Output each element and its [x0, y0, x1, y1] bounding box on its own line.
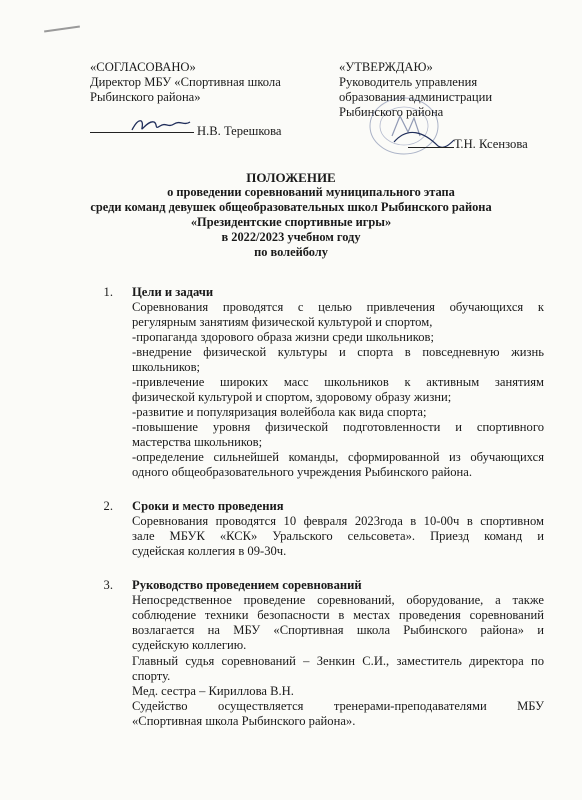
title-line-5: по волейболу: [254, 245, 328, 259]
title-line-3: «Президентские спортивные игры»: [190, 215, 392, 229]
section-3-line-4: судейскую коллегию.: [132, 638, 247, 652]
right-position-line-2: образования администрации: [339, 90, 493, 104]
section-1-line-9: -повышение уровня физической подготовленности и спортивного: [132, 420, 544, 434]
section-1-heading: Цели и задачи: [132, 285, 214, 299]
official-stamp: [364, 96, 456, 162]
section-2-line-1: Соревнования проводятся 10 февраля 2023года в 10-00ч в спортивном: [132, 514, 544, 528]
section-3-line-9: «Спортивная школа Рыбинского района».: [132, 714, 356, 728]
left-signer-name: Н.В. Терешкова: [197, 124, 282, 138]
section-3-number: 3.: [103, 578, 113, 592]
section-3-heading: Руководство проведением соревнований: [132, 578, 362, 592]
section-2-line-3: судейская коллегия в 09-30ч.: [132, 544, 287, 558]
section-3-line-5: Главный судья соревнований – Зенкин С.И., заместитель директора по: [132, 654, 544, 668]
section-2-heading: Сроки и место проведения: [132, 499, 284, 513]
section-1-line-5: школьников;: [132, 360, 201, 374]
section-3-line-1: Непосредственное проведение соревнований, оборудование, а также: [132, 593, 544, 607]
section-3-line-3: возлагается на МБУ «Спортивная школа Рыбинского района» и: [132, 623, 544, 637]
left-position-line-2: Рыбинского района»: [90, 90, 201, 104]
left-handwritten-signature: [128, 114, 194, 136]
section-1-line-4: -внедрение физической культуры и спорта в повседневную жизнь: [132, 345, 544, 359]
section-3-line-6: спорту.: [132, 669, 171, 683]
right-position-line-1: Руководитель управления: [339, 75, 478, 89]
section-2-line-2: зале МБУК «КСК» Уральского сельсовета». Приезд команд и: [132, 529, 544, 543]
section-1-line-10: мастерства школьников;: [132, 435, 263, 449]
section-2-number: 2.: [103, 499, 113, 513]
section-3-line-2: соблюдение техники безопасности в местах проведения соревнований: [132, 608, 544, 622]
agreed-label: «СОГЛАСОВАНО»: [90, 60, 196, 74]
section-1-line-7: физической культурой и спортом, здоровому образу жизни;: [132, 390, 452, 404]
section-1-line-8: -развитие и популяризация волейбола как вида спорта;: [132, 405, 427, 419]
right-signer-name: Т.Н. Ксензова: [454, 137, 528, 151]
section-1-number: 1.: [103, 285, 113, 299]
title-line-4: в 2022/2023 учебном году: [221, 230, 361, 244]
approved-label: «УТВЕРЖДАЮ»: [339, 60, 433, 74]
document-heading: ПОЛОЖЕНИЕ: [246, 170, 336, 185]
section-1-line-6: -привлечение широких масс школьников к активным занятиям: [132, 375, 544, 389]
section-3-line-8: Судейство осуществляется тренерами-преподавателями МБУ: [132, 699, 544, 713]
right-position-line-3: Рыбинского района: [339, 105, 444, 119]
left-position-line-1: Директор МБУ «Спортивная школа: [90, 75, 281, 89]
right-signature-line: [408, 147, 454, 148]
scan-mark: [44, 26, 80, 33]
title-line-1: о проведении соревнований муниципального этапа: [167, 185, 455, 199]
section-1-line-1: Соревнования проводятся с целью привлечения обучающихся к: [132, 300, 544, 314]
title-line-2: среди команд девушек общеобразовательных школ Рыбинского района: [90, 200, 492, 214]
section-3-line-7: Мед. сестра – Кириллова В.Н.: [132, 684, 294, 698]
section-1-line-12: одного общеобразовательного учреждения Рыбинского района.: [132, 465, 473, 479]
section-1-line-3: -пропаганда здорового образа жизни среди школьников;: [132, 330, 434, 344]
section-1-line-11: -определение сильнейшей команды, сформированной из обучающихся: [132, 450, 544, 464]
section-1-line-2: регулярным занятиям физической культурой и спортом,: [132, 315, 433, 329]
